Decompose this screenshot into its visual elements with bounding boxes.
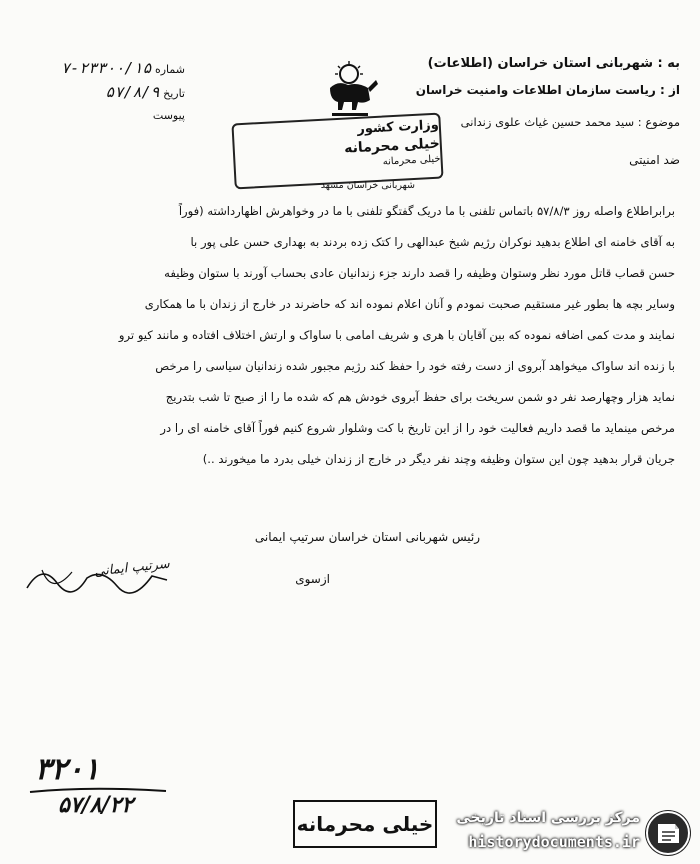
- body-line: با زنده اند ساواک میخواهد آبروی از دست رفته خود را حفظ کند رژیم مجبور شده زندانیان سیاسی را مرخص: [155, 359, 675, 373]
- body-line: حسن قصاب قاتل مورد نظر وستوان وظیفه را قصد دارند جزء زندانیان عادی بحساب آورند با ستوان وظیفه: [164, 266, 675, 280]
- signature-title: رئیس شهربانی استان خراسان سرتیپ ایمانی: [254, 530, 480, 544]
- header-from: از : ریاست سازمان اطلاعات وامنیت خراسان: [415, 83, 680, 97]
- handwritten-number: ۳۲۰۱: [35, 752, 100, 787]
- meta-date-value: ۵۷/۸/۹: [105, 83, 160, 101]
- meta-attachment-label: پیوست: [152, 109, 185, 122]
- stamp-classification: خیلی محرمانه: [343, 135, 441, 157]
- stamp-location: شهربانی خراسان مشهد: [320, 180, 415, 191]
- body-line: برابراطلاع واصله روز ۵۷/۸/۳ باتماس تلفنی با ما دریک گفتگو تلفنی با ما در وخواهرش اظهارداشته (فوراً: [178, 204, 675, 218]
- meta-number-value: ۲۳۳۰۰/۱۵-۷: [61, 59, 152, 77]
- signature-strokes: [22, 558, 172, 598]
- lion-and-sun-emblem: [318, 60, 380, 118]
- document-logo-icon: [645, 810, 691, 856]
- stamp-line2: خیلی محرمانه: [382, 153, 441, 168]
- handwritten-date: ۵۷/۸/۲۲: [58, 792, 134, 818]
- meta-number-row: [20, 58, 185, 80]
- header-salutation: ضد امنیتی: [629, 153, 680, 167]
- body-line: مرخص مینماید ما قصد داریم فعالیت خود را از این تاریخ با کت وشلوار شروع کنیم فوراً آقای خامنه ای را در: [160, 421, 675, 435]
- watermark-url: historydocuments.ir: [468, 833, 640, 851]
- header-subject: موضوع : سید محمد حسین غیاث علوی زندانی: [460, 115, 680, 129]
- stamp-ministry: وزارت کشور: [356, 117, 440, 137]
- signature-scribble: سرتیپ ایمانی: [93, 556, 171, 580]
- letter-body: [30, 196, 675, 475]
- body-line: جریان قرار بدهید چون این ستوان وظیفه وچند نفر دیگر در خارج از زندان خیلی بدرد ما میخورند ..): [202, 452, 675, 466]
- header-to: به : شهربانی استان خراسان (اطلاعات): [427, 56, 680, 71]
- body-line: نمایند و مدت کمی اضافه نموده که بین آقایان با هری و شریف امامی با ساواک و ارتش اختلاف افتاده و مانند کیو ترو: [118, 328, 675, 342]
- signature-from: ازسوی: [295, 572, 330, 586]
- meta-date-row: [20, 82, 185, 104]
- ministry-stamp: [231, 113, 443, 190]
- bottom-classification-stamp: خیلی محرمانه: [293, 800, 437, 848]
- body-line: نماید هزار وچهارصد نفر دو شمن سریخت برای حفظ آبروی خودش هم که شده ما را از صبح تا شب بتدریج: [165, 390, 675, 404]
- watermark-title: مرکز بررسی اسناد تاریخی: [456, 810, 640, 826]
- watermark-logo: [645, 810, 691, 856]
- body-line: به آقای خامنه ای اطلاع بدهید نوکران رژیم شیخ عبدالهی را کتک زده بردند به بهداری حسن علی پور با: [190, 235, 675, 249]
- body-line: وسایر بچه ها بطور غیر مستقیم صحبت نمودم و آنان اعلام نموده اند که حاضرند در خارج از زندان با ما همکاری: [144, 297, 675, 311]
- meta-attachment-row: [20, 106, 185, 126]
- meta-number-label: شماره: [154, 63, 185, 76]
- meta-date-label: تاریخ: [163, 87, 185, 100]
